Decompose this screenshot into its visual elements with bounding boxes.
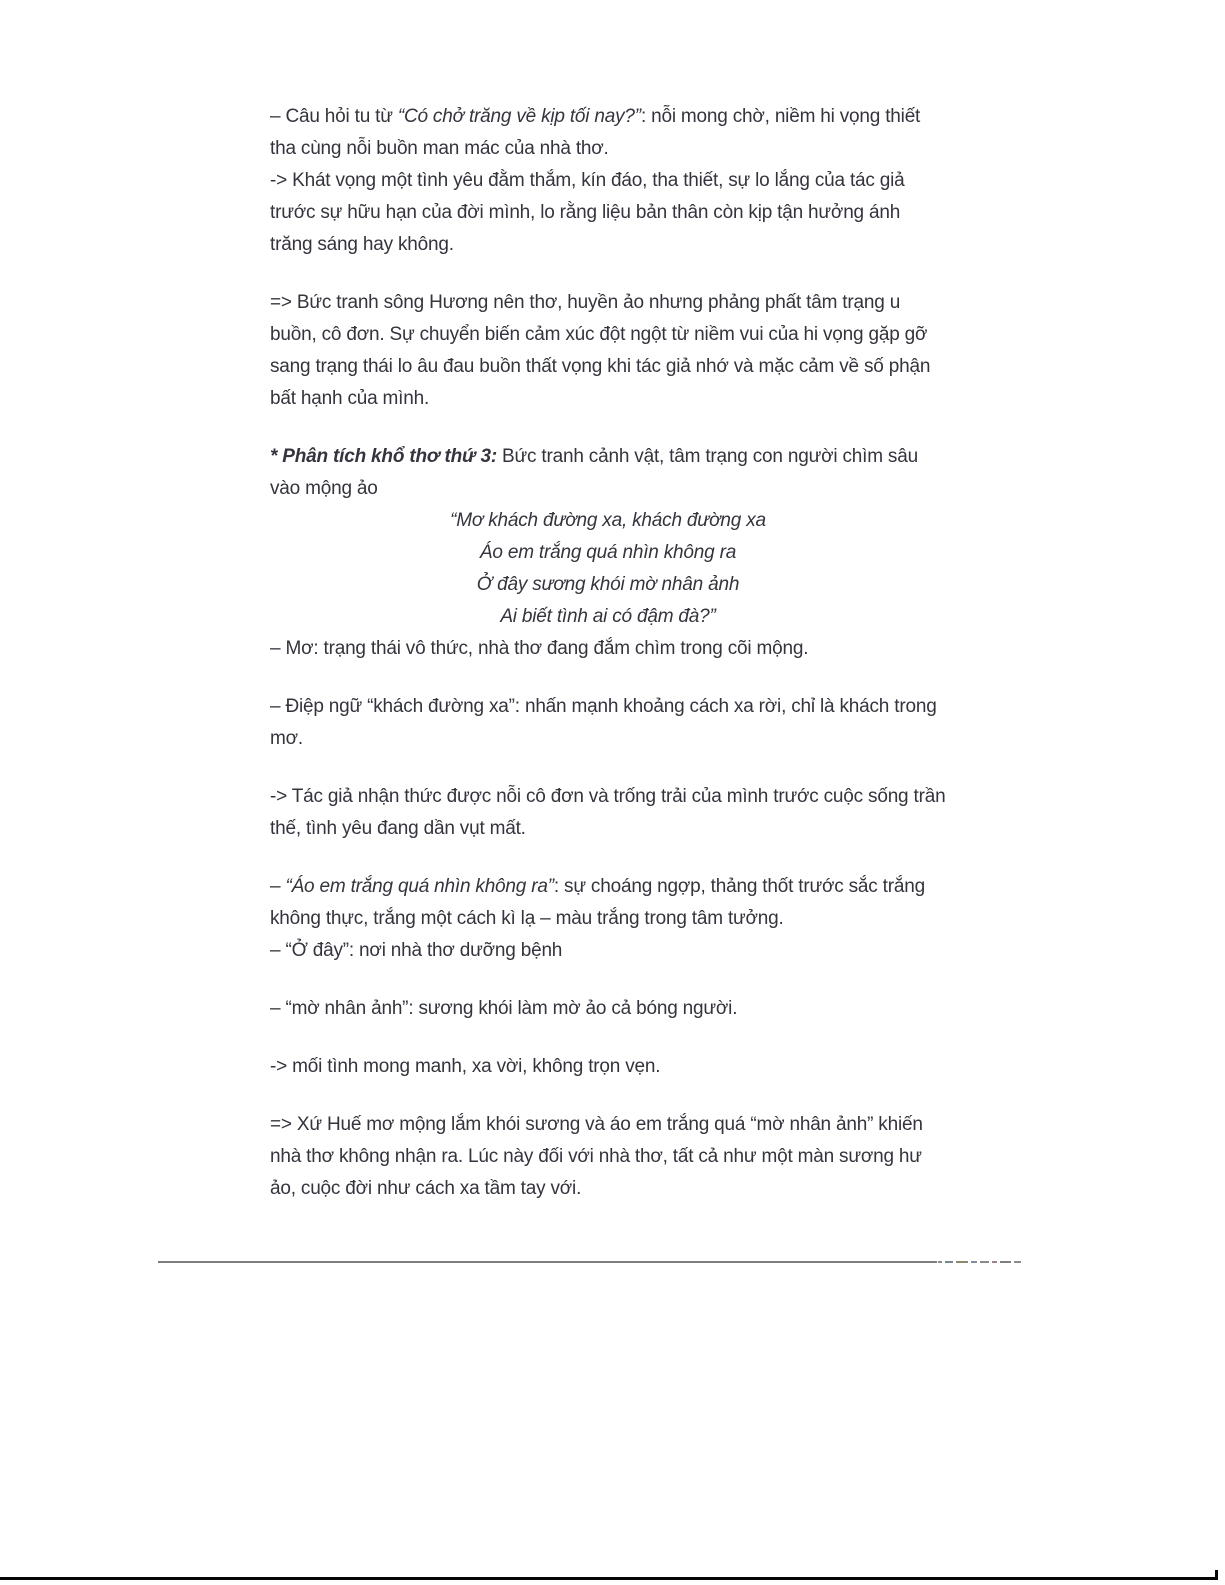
text-run: “Mơ khách đường xa, khách đường xa — [450, 510, 766, 531]
para-xu-hue — [270, 1109, 946, 1205]
poem-line-2 — [270, 537, 946, 569]
para-tac-gia-nhan-thuc — [270, 781, 946, 845]
text-run: – “Ở đây”: nơi nhà thơ dưỡng bệnh — [270, 940, 563, 961]
document-body — [270, 101, 946, 1205]
text-run: * Phân tích khổ thơ thứ 3: — [270, 446, 503, 467]
text-run: – Mơ: trạng thái vô thức, nhà thơ đang đắm chìm trong cõi mộng. — [270, 638, 809, 659]
text-run: -> mối tình mong manh, xa vời, không trọn vẹn. — [270, 1056, 661, 1077]
text-run: “Áo em trắng quá nhìn không ra” — [285, 876, 554, 897]
page-bottom-border — [0, 1577, 1218, 1580]
section-divider-dashes — [938, 1261, 1021, 1263]
text-run: => Xứ Huế mơ mộng lắm khói sương và áo em trắng quá “mờ nhân ảnh” khiến nhà thơ không nhận ra. Lúc này đối với nhà thơ, tất cả như một màn sương hư ảo, cuộc đời như cách xa tầm tay với. — [270, 1114, 923, 1199]
para-ao-em-trang-qua — [270, 871, 946, 935]
para-moi-tinh — [270, 1051, 946, 1083]
para-buc-tranh-song-huong — [270, 287, 946, 415]
divider-dash — [938, 1261, 942, 1263]
para-o-day — [270, 935, 946, 967]
text-run: -> Tác giả nhận thức được nỗi cô đơn và trống trải của mình trước cuộc sống trần thế, tình yêu đang dần vụt mất. — [270, 786, 946, 839]
para-khat-vong — [270, 165, 946, 261]
text-run: – Điệp ngữ “khách đường xa”: nhấn mạnh khoảng cách xa rời, chỉ là khách trong mơ. — [270, 696, 937, 749]
text-run: – Câu hỏi tu từ — [270, 106, 398, 127]
text-run: – — [270, 876, 286, 897]
text-run: Ai biết tình ai có đậm đà?” — [500, 606, 716, 627]
para-diep-ngu — [270, 691, 946, 755]
text-run: Bức tranh cảnh vật, tâm trạng con người chìm sâu vào mộng ảo — [270, 446, 918, 499]
para-cau-hoi-tu-tu — [270, 101, 946, 165]
text-run: -> Khát vọng một tình yêu đằm thắm, kín đáo, tha thiết, sự lo lắng của tác giả trước sự hữu hạn của đời mình, lo rằng liệu bản thân còn kịp tận hưởng ánh trăng sáng hay không. — [270, 170, 905, 255]
divider-dash — [971, 1261, 977, 1263]
text-run: “Có chở trăng về kịp tối nay?” — [397, 106, 641, 127]
divider-dash — [1000, 1261, 1011, 1263]
heading-phan-tich-kho-3 — [270, 441, 946, 505]
text-run: – “mờ nhân ảnh”: sương khói làm mờ ảo cả bóng người. — [270, 998, 738, 1019]
poem-line-4 — [270, 601, 946, 633]
para-mo-nhan-anh — [270, 993, 946, 1025]
divider-dash — [980, 1261, 989, 1263]
text-run: : nỗi mong chờ, niềm hi vọng thiết tha cùng nỗi buồn man mác của nhà thơ. — [270, 106, 921, 159]
text-run: Ở đây sương khói mờ nhân ảnh — [476, 574, 740, 595]
para-mo-trang-thai — [270, 633, 946, 665]
page-bottom-border-tick — [1215, 1570, 1218, 1580]
poem-line-1 — [270, 505, 946, 537]
poem-line-3 — [270, 569, 946, 601]
text-run: : sự choáng ngợp, thảng thốt trước sắc trắng không thực, trắng một cách kì lạ – màu trắng trong tâm tưởng. — [270, 876, 925, 929]
text-run: Áo em trắng quá nhìn không ra — [479, 542, 737, 563]
text-run: => Bức tranh sông Hương nên thơ, huyền ảo nhưng phảng phất tâm trạng u buồn, cô đơn. Sự chuyển biến cảm xúc đột ngột từ niềm vui của hi vọng gặp gỡ sang trạng thái lo âu đau buồn thất vọng khi tác giả nhớ và mặc cảm về số phận bất hạnh của mình. — [270, 292, 931, 409]
section-divider — [158, 1261, 937, 1263]
divider-dash — [945, 1261, 953, 1263]
divider-dash — [992, 1261, 997, 1263]
divider-dash — [1014, 1261, 1021, 1263]
divider-dash — [956, 1261, 968, 1263]
